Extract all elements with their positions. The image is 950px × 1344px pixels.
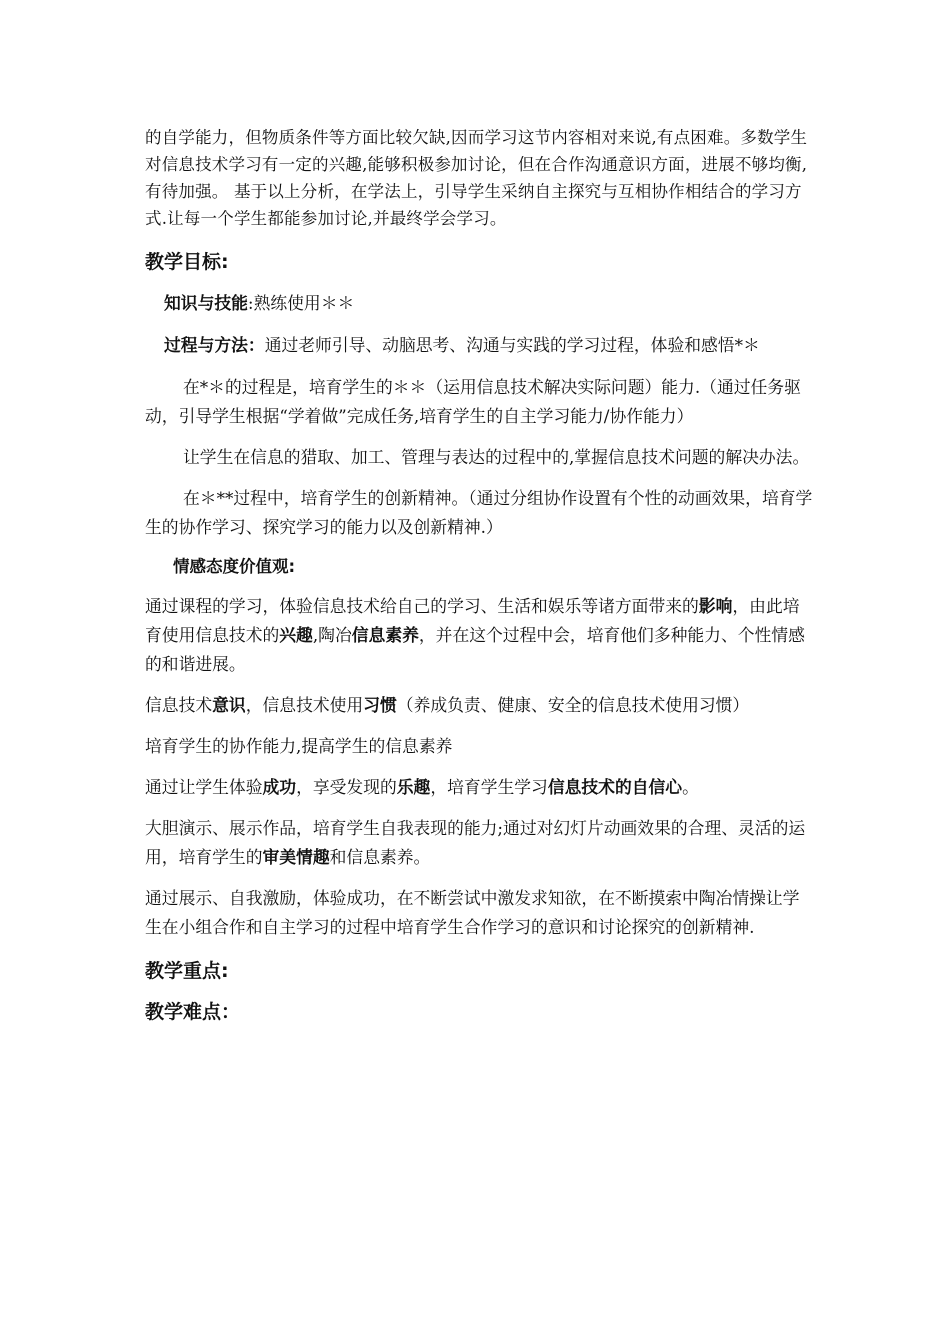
- objectives-heading: 教学目标:: [145, 251, 229, 273]
- text-run: ，并在这个过程中会，培育他们多种能力、个性情感的和谐进展。: [145, 625, 805, 674]
- difficulties-heading: 教学难点：: [145, 1001, 241, 1023]
- text-run: 大胆演示、展示作品，培育学生自我表现的能力;通过对幻灯片动画效果的合理、灵活的运用，培育学生的: [145, 818, 806, 867]
- bold-run: 信息素养: [351, 625, 419, 645]
- attitude-paragraph-1: [145, 592, 813, 679]
- text-run: 通过让学生体验: [145, 777, 263, 797]
- objectives-paragraph-2: 让学生在信息的猎取、加工、管理与表达的过程中的,掌握信息技术问题的解决办法。: [183, 447, 810, 467]
- bold-run: 审美情趣: [262, 847, 330, 867]
- bold-run: 兴趣: [279, 625, 313, 645]
- attitude-paragraph-3: 培育学生的协作能力,提高学生的信息素养: [145, 736, 453, 756]
- text-run: ，享受发现的: [296, 777, 397, 797]
- attitude-paragraph-6: 通过展示、自我激励，体验成功，在不断尝试中激发求知欲，在不断摸索中陶冶情操让学生在小组合作和自主学习的过程中培育学生合作学习的意识和讨论探究的创新精神.: [145, 888, 800, 937]
- text-run: ,陶冶: [312, 625, 352, 645]
- knowledge-skills-label: 知识与技能: [164, 293, 248, 313]
- process-methods-label: 过程与方法：: [164, 335, 265, 355]
- attitude-paragraph-4: [145, 773, 813, 802]
- bold-run: 习惯: [363, 695, 397, 715]
- text-run: 和信息素养。: [329, 847, 431, 867]
- text-run: 通过课程的学习，体验信息技术给自己的学习、生活和娱乐等诸方面带来的: [145, 596, 699, 616]
- bold-run: 乐趣: [396, 777, 431, 797]
- bold-run: 影响: [698, 596, 733, 616]
- text-run: ，培育学生学习: [430, 777, 548, 797]
- attitude-paragraph-2: [145, 691, 813, 720]
- attitude-heading: 情感态度价值观:: [173, 557, 296, 576]
- process-methods-text: 通过老师引导、动脑思考、沟通与实践的学习过程，体验和感悟*＊: [264, 335, 760, 355]
- text-run: （养成负责、健康、安全的信息技术使用习惯）: [396, 695, 750, 715]
- document-body: [145, 124, 813, 1025]
- text-run: ，由此培育使用信息技术的: [145, 596, 800, 645]
- attitude-paragraph-5: [145, 814, 813, 872]
- bold-run: 成功: [262, 777, 297, 797]
- bold-run: 意识: [212, 695, 246, 715]
- objectives-paragraph-3: 在＊**过程中，培育学生的创新精神。（通过分组协作设置有个性的动画效果，培育学生的协作学习、探究学习的能力以及创新精神.）: [145, 488, 813, 537]
- intro-paragraph: 的自学能力，但物质条件等方面比较欠缺,因而学习这节内容相对来说,有点困难。多数学生对信息技术学习有一定的兴趣,能够积极参加讨论，但在合作沟通意识方面，进展不够均衡,有待加强。 基于以上分析，在学法上，引导学生采纳自主探究与互相协作相结合的学习方式.让每一个学生都能参加讨论,并最终学会学习。: [145, 128, 808, 228]
- bold-run: 信息技术的自信心: [547, 777, 683, 797]
- process-methods-paragraph: [145, 331, 813, 360]
- knowledge-skills-line: [145, 289, 813, 318]
- objectives-paragraph-1: 在*＊的过程是，培育学生的＊＊（运用信息技术解决实际问题）能力.（通过任务驱动，引导学生根据“学着做”完成任务,培育学生的自主学习能力/协作能力）: [145, 377, 801, 426]
- text-run: 信息技术: [145, 695, 213, 715]
- key-points-heading: 教学重点:: [145, 960, 229, 982]
- knowledge-skills-text: :熟练使用＊＊: [247, 293, 355, 313]
- text-run: 。: [682, 777, 699, 797]
- text-run: ，信息技术使用: [245, 695, 364, 715]
